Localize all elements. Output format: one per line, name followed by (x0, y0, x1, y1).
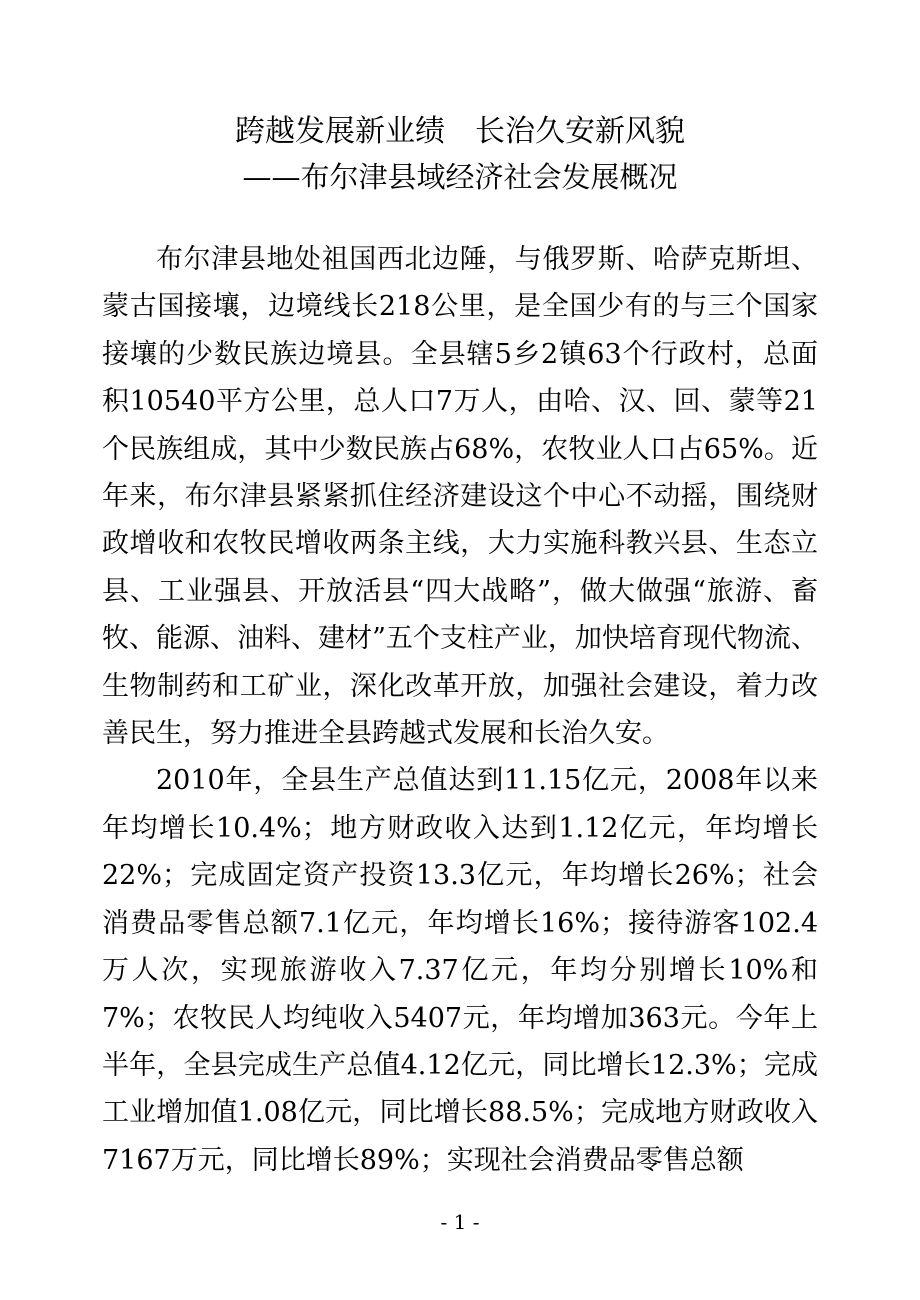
paragraph-statistics: 2010年，全县生产总值达到11.15亿元，2008年以来年均增长10.4%；地方财政收入达到1.12亿元，年均增长22%；完成固定资产投资13.3亿元，年均增长26%；社会消费品零售总额7.1亿元，年均增长16%；接待游客102.4万人次，实现旅游收入7.37亿元，年均分别增长10%和7%；农牧民人均纯收入5407元，年均增加363元。今年上半年，全县完成生产总值4.12亿元，同比增长12.3%；完成工业增加值1.08亿元，同比增长88.5%；完成地方财政收入7167万元，同比增长89%；实现社会消费品零售总额 (102, 765, 818, 1176)
document-subtitle: ——布尔津县域经济社会发展概况 (242, 160, 678, 194)
page-number: - 1 - (440, 1210, 480, 1234)
document-body (102, 236, 818, 1184)
paragraph-overview: 布尔津县地处祖国西北边陲，与俄罗斯、哈萨克斯坦、蒙古国接壤，边境线长218公里，是全国少有的与三个国家接壤的少数民族边境县。全县辖5乡2镇63个行政村，总面积10540平方公里，总人口7万人，由哈、汉、回、蒙等21个民族组成，其中少数民族占68%，农牧业人口占65%。近年来，布尔津县紧紧抓住经济建设这个中心不动摇，围绕财政增收和农牧民增收两条主线，大力实施科教兴县、生态立县、工业强县、开放活县“四大战略”，做大做强“旅游、畜牧、能源、油料、建材”五个支柱产业，加快培育现代物流、生物制药和工矿业，深化改革开放，加强社会建设，着力改善民生，努力推进全县跨越式发展和长治久安。 (102, 244, 818, 750)
document-title: 跨越发展新业绩 长治久安新风貌 (235, 114, 685, 149)
